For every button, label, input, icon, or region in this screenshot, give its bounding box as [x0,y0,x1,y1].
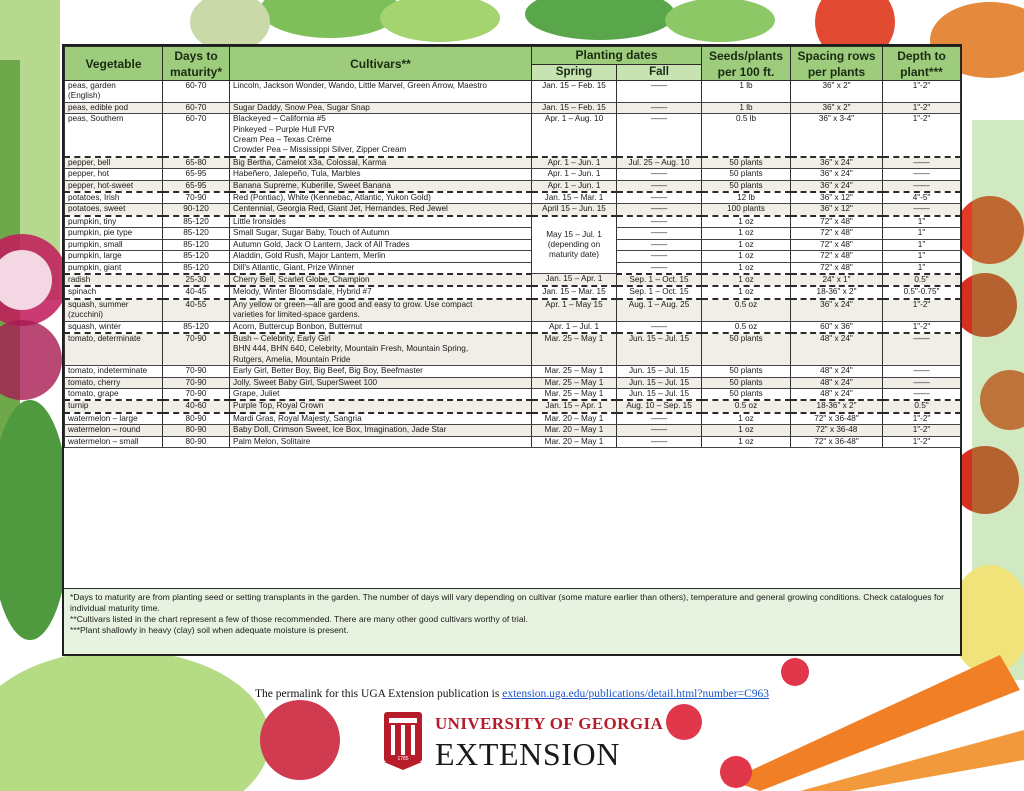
cell-cultivars: Blackeyed – California #5 Pinkeyed – Purple Hull FVR Cream Pea – Texas Crème Crowder Pea – Mississippi Silver, Zipper Cream [230,114,532,157]
cell-depth: —— [883,169,961,180]
cell-vegetable: tomato, cherry [65,377,163,388]
cell-seeds-plants: 0.5 lb [702,114,791,157]
table-row [65,286,961,298]
strawberry-icon [720,756,752,788]
cell-spring: Apr. 1 – Aug. 10 [532,114,617,157]
cell-vegetable: radish [65,274,163,286]
cell-spacing: 24" x 1" [791,274,883,286]
cell-vegetable: tomato, indeterminate [65,366,163,377]
cell-depth: —— [883,377,961,388]
cell-spacing: 36" x 12" [791,192,883,204]
permalink-text: The permalink for this UGA Extension publication is [255,688,500,700]
cell-fall: —— [617,425,702,436]
cell-spacing: 36" x 2" [791,102,883,113]
strawberry-icon [781,658,809,686]
cell-fall: Sep. 1 – Oct. 15 [617,274,702,286]
cell-spacing: 36" x 3-4" [791,114,883,157]
cell-spacing: 36" x 2" [791,81,883,103]
leaf-icon [260,0,400,38]
header-depth: Depth to plant*** [883,47,961,81]
radish-icon [260,700,340,780]
cell-seeds-plants: 100 plants [702,204,791,216]
cell-days-to-maturity: 40-45 [163,286,230,298]
cell-spacing: 72" x 48" [791,228,883,239]
cell-vegetable: peas, Southern [65,114,163,157]
leaf-icon [380,0,500,42]
cell-cultivars: Palm Melon, Solitaire [230,436,532,447]
logo-year: 1785 [397,756,409,762]
cell-fall: Jun. 15 – Jul. 15 [617,388,702,400]
pea-pod-icon [0,400,70,640]
cell-depth: —— [883,204,961,216]
cell-cultivars: Aladdin, Gold Rush, Major Lantern, Merlin [230,251,532,262]
strawberry-icon [666,704,702,740]
cell-days-to-maturity: 85-120 [163,228,230,239]
table-row [65,413,961,425]
cell-fall: —— [617,180,702,192]
cell-days-to-maturity: 85-120 [163,262,230,274]
header-spacing: Spacing rows per plants [791,47,883,81]
planting-chart [62,44,962,656]
cell-fall: Aug. 1 – Aug. 25 [617,299,702,321]
cell-spring: Jan. 15 – Feb. 15 [532,81,617,103]
cell-depth: 4"-5" [883,192,961,204]
footnote-cultivars: **Cultivars listed in the chart represent a few of those recommended. There are many other good cultivars worthy of trial. [70,614,528,624]
cell-depth: 1"-2" [883,413,961,425]
cell-spring: Jan. 15 – Apr. 1 [532,400,617,412]
header-fall: Fall [617,64,702,81]
cell-spacing: 48" x 24" [791,333,883,366]
cell-spacing: 72" x 48" [791,216,883,228]
cell-cultivars: Cherry Bell, Scarlet Globe, Champion [230,274,532,286]
table-row [65,102,961,113]
cell-spring: Jan. 15 – Apr. 1 [532,274,617,286]
table-row [65,366,961,377]
cell-fall: Jun. 15 – Jul. 15 [617,366,702,377]
cell-days-to-maturity: 70-90 [163,377,230,388]
cell-vegetable: pepper, hot [65,169,163,180]
cell-cultivars: Bush – Celebrity, Early Girl BHN 444, BHN 640, Celebrity, Mountain Fresh, Mountain Spring, Rutgers, Amelia, Mountain Pride [230,333,532,366]
cell-spring: Jan. 15 – Feb. 15 [532,102,617,113]
cell-spacing: 72" x 36-48" [791,413,883,425]
cell-days-to-maturity: 85-120 [163,251,230,262]
cell-vegetable: pumpkin, small [65,239,163,250]
cell-seeds-plants: 0.5 oz [702,400,791,412]
cell-depth: 1"-2" [883,114,961,157]
cell-vegetable: squash, summer (zucchini) [65,299,163,321]
cell-fall: —— [617,169,702,180]
cell-spacing: 36" x 24" [791,180,883,192]
cell-fall: —— [617,251,702,262]
cell-spacing: 72" x 48" [791,262,883,274]
table-row [65,228,961,239]
cell-vegetable: pumpkin, pie type [65,228,163,239]
cell-cultivars: Grape, Juliet [230,388,532,400]
cell-seeds-plants: 1 oz [702,425,791,436]
cell-days-to-maturity: 65-80 [163,157,230,169]
cell-days-to-maturity: 25-30 [163,274,230,286]
cell-spring: Mar. 20 – May 1 [532,436,617,447]
cell-spacing: 36" x 24" [791,299,883,321]
cell-vegetable: potatoes, Irish [65,192,163,204]
cell-fall: Jun. 15 – Jul. 15 [617,377,702,388]
cell-cultivars: Early Girl, Better Boy, Big Beef, Big Boy, Beefmaster [230,366,532,377]
cell-seeds-plants: 1 oz [702,216,791,228]
logo-university-name: UNIVERSITY OF GEORGIA [435,714,664,733]
herb-icon [665,0,775,42]
cell-days-to-maturity: 60-70 [163,81,230,103]
cell-cultivars: Jolly, Sweet Baby Girl, SuperSweet 100 [230,377,532,388]
table-row [65,299,961,321]
cell-vegetable: pepper, hot-sweet [65,180,163,192]
cell-days-to-maturity: 85-120 [163,321,230,333]
cell-days-to-maturity: 85-120 [163,239,230,250]
header-spring: Spring [532,64,617,81]
uga-extension-logo [384,712,664,778]
cell-spring-pumpkin: May 15 – Jul. 1 (depending on maturity date) [532,216,617,274]
cell-days-to-maturity: 70-90 [163,388,230,400]
cell-fall: —— [617,192,702,204]
cell-vegetable: pumpkin, large [65,251,163,262]
cell-spring: Mar. 25 – May 1 [532,377,617,388]
cell-seeds-plants: 50 plants [702,388,791,400]
cell-spacing: 36" x 24" [791,169,883,180]
table-row [65,216,961,228]
cell-depth: 1" [883,262,961,274]
cell-spacing: 72" x 36-48" [791,436,883,447]
table-row [65,204,961,216]
cell-spacing: 48" x 24" [791,388,883,400]
cell-spring: Apr. 1 – Jun. 1 [532,157,617,169]
cell-vegetable: pumpkin, giant [65,262,163,274]
cell-spacing: 48" x 24" [791,366,883,377]
cell-fall: Jun. 15 – Jul. 15 [617,333,702,366]
cell-days-to-maturity: 60-70 [163,114,230,157]
cell-spacing: 72" x 48" [791,239,883,250]
table-row [65,274,961,286]
cell-spacing: 72" x 48" [791,251,883,262]
cell-spacing: 18-36" x 2" [791,286,883,298]
cell-seeds-plants: 0.5 oz [702,321,791,333]
cell-vegetable: pumpkin, tiny [65,216,163,228]
cell-depth: 1" [883,239,961,250]
cell-depth: —— [883,333,961,366]
cell-depth: 1"-2" [883,425,961,436]
cell-days-to-maturity: 40-55 [163,299,230,321]
vegetable-table [64,46,961,448]
cell-spring: Apr. 1 – Jul. 1 [532,321,617,333]
cell-days-to-maturity: 85-120 [163,216,230,228]
cell-seeds-plants: 1 oz [702,239,791,250]
table-row [65,180,961,192]
footnotes [64,588,960,654]
cell-cultivars: Acorn, Buttercup Bonbon, Butternut [230,321,532,333]
cell-spring: April 15 – Jun. 15 [532,204,617,216]
cell-vegetable: tomato, grape [65,388,163,400]
cell-cultivars: Lincoln, Jackson Wonder, Wando, Little Marvel, Green Arrow, Maestro [230,81,532,103]
footnote-days-to-maturity: *Days to maturity are from planting seed or setting transplants in the garden. The number of days will vary depending on cultivar (some mature earlier than others), temperature and general growing conditions. Check catalogues for individual maturity time. [70,592,944,613]
cell-seeds-plants: 1 oz [702,286,791,298]
cell-spacing: 18-36" x 2" [791,400,883,412]
cell-days-to-maturity: 80-90 [163,425,230,436]
cell-cultivars: Mardi Gras, Royal Majesty, Sangria [230,413,532,425]
logo-extension-word: EXTENSION [435,736,620,772]
cell-vegetable: tomato, determinate [65,333,163,366]
cell-vegetable: watermelon – round [65,425,163,436]
cell-depth: 0.5" [883,274,961,286]
cell-spacing: 36" x 12" [791,204,883,216]
cell-depth: 1"-2" [883,321,961,333]
table-row [65,425,961,436]
cell-cultivars: Banana Supreme, Kuberille, Sweet Banana [230,180,532,192]
cell-vegetable: pepper, bell [65,157,163,169]
table-row [65,333,961,366]
cell-cultivars: Purple Top, Royal Crown [230,400,532,412]
cell-seeds-plants: 1 lb [702,81,791,103]
table-row [65,377,961,388]
cell-cultivars: Habeñero, Jalepeño, Tula, Marbles [230,169,532,180]
header-vegetable: Vegetable [65,47,163,81]
cell-seeds-plants: 1 oz [702,262,791,274]
cell-vegetable: watermelon – small [65,436,163,447]
cell-days-to-maturity: 70-90 [163,366,230,377]
cell-depth: —— [883,366,961,377]
cell-fall: Sep. 1 – Oct. 15 [617,286,702,298]
cell-spring: Apr. 1 – Jun. 1 [532,169,617,180]
cell-seeds-plants: 1 oz [702,274,791,286]
cell-fall: Aug. 10 – Sep. 15 [617,400,702,412]
cell-depth: 1"-2" [883,436,961,447]
cell-spring: Mar. 20 – May 1 [532,425,617,436]
cell-spring: Mar. 20 – May 1 [532,413,617,425]
cell-fall: —— [617,114,702,157]
table-body [65,81,961,448]
table-row [65,388,961,400]
cell-days-to-maturity: 80-90 [163,436,230,447]
cell-vegetable: peas, garden (English) [65,81,163,103]
table-row [65,239,961,250]
cell-seeds-plants: 50 plants [702,157,791,169]
table-row [65,157,961,169]
cell-seeds-plants: 50 plants [702,377,791,388]
cell-fall: —— [617,239,702,250]
table-row [65,251,961,262]
cell-depth: 1" [883,228,961,239]
cell-cultivars: Autumn Gold, Jack O Lantern, Jack of All Trades [230,239,532,250]
cell-spring: Apr. 1 – Jun. 1 [532,180,617,192]
cell-depth: —— [883,157,961,169]
cell-depth: —— [883,180,961,192]
cell-fall: —— [617,436,702,447]
cell-fall: —— [617,102,702,113]
cell-seeds-plants: 50 plants [702,333,791,366]
cell-depth: 1"-2" [883,81,961,103]
cell-days-to-maturity: 40-60 [163,400,230,412]
cell-spring: Jan. 15 – Mar. 15 [532,286,617,298]
uga-arch-icon [384,712,422,770]
cell-cultivars: Red (Pontiac), White (Kennebac, Atlantic, Yukon Gold) [230,192,532,204]
cell-spring: Mar. 25 – May 1 [532,333,617,366]
cell-seeds-plants: 12 lb [702,192,791,204]
cell-seeds-plants: 1 oz [702,251,791,262]
cell-seeds-plants: 50 plants [702,180,791,192]
cell-seeds-plants: 1 oz [702,228,791,239]
permalink-line [0,688,1024,700]
cell-cultivars: Centennial, Georgia Red, Giant Jet, Hernandes, Red Jewel [230,204,532,216]
cell-seeds-plants: 50 plants [702,169,791,180]
header-seeds-plants: Seeds/plants per 100 ft. [702,47,791,81]
cell-spacing: 60" x 36" [791,321,883,333]
cell-days-to-maturity: 70-90 [163,192,230,204]
lettuce-icon [0,650,270,791]
cell-vegetable: potatoes, sweet [65,204,163,216]
table-row [65,321,961,333]
cell-cultivars: Melody, Winter Bloomsdale, Hybrid #7 [230,286,532,298]
header-days-to-maturity: Days to maturity* [163,47,230,81]
cell-fall: —— [617,216,702,228]
cell-depth: 1" [883,251,961,262]
cell-vegetable: turnip [65,400,163,412]
cell-spring: Jan. 15 – Mar. 1 [532,192,617,204]
cell-vegetable: squash, winter [65,321,163,333]
cell-spacing: 72" x 36-48 [791,425,883,436]
cell-fall: —— [617,413,702,425]
cell-vegetable: peas, edible pod [65,102,163,113]
table-row [65,81,961,103]
cell-seeds-plants: 1 oz [702,413,791,425]
cell-spring: Apr. 1 – May 15 [532,299,617,321]
cell-cultivars: Little Ironsides [230,216,532,228]
cell-cultivars: Small Sugar, Sugar Baby, Touch of Autumn [230,228,532,239]
cell-depth: 1"-2" [883,299,961,321]
cell-spacing: 36" x 24" [791,157,883,169]
cell-vegetable: watermelon – large [65,413,163,425]
cell-spring: Mar. 25 – May 1 [532,388,617,400]
cell-depth: 0.5" [883,400,961,412]
table-row [65,169,961,180]
header-planting-dates: Planting dates [532,47,702,65]
cell-spacing: 48" x 24" [791,377,883,388]
table-row [65,436,961,447]
cell-depth: —— [883,388,961,400]
cell-days-to-maturity: 65-95 [163,169,230,180]
table-row [65,192,961,204]
header-cultivars: Cultivars** [230,47,532,81]
footnote-depth: ***Plant shallowly in heavy (clay) soil when adequate moisture is present. [70,625,349,635]
cell-seeds-plants: 0.5 oz [702,299,791,321]
cell-depth: 1"-2" [883,102,961,113]
cell-fall: Jul. 25 – Aug. 10 [617,157,702,169]
cell-seeds-plants: 1 oz [702,436,791,447]
cell-seeds-plants: 1 lb [702,102,791,113]
cell-cultivars: Any yellow or green—all are good and easy to grow. Use compact varieties for limited-space gardens. [230,299,532,321]
cell-depth: 1" [883,216,961,228]
leaf-icon [525,0,675,40]
cell-spring: Mar. 25 – May 1 [532,366,617,377]
cell-vegetable: spinach [65,286,163,298]
cell-days-to-maturity: 70-90 [163,333,230,366]
cell-cultivars: Dill's Atlantic, Giant, Prize Winner [230,262,532,274]
permalink-link[interactable]: extension.uga.edu/publications/detail.html?number=C963 [502,688,769,700]
table-row [65,400,961,412]
cell-fall: —— [617,204,702,216]
cell-depth: 0.5"-0.75" [883,286,961,298]
table-row [65,262,961,274]
cell-days-to-maturity: 80-90 [163,413,230,425]
cell-cultivars: Baby Doll, Crimson Sweet, Ice Box, Imagination, Jade Star [230,425,532,436]
cell-fall: —— [617,81,702,103]
cell-days-to-maturity: 60-70 [163,102,230,113]
cell-days-to-maturity: 65-95 [163,180,230,192]
cell-days-to-maturity: 90-120 [163,204,230,216]
cell-fall: —— [617,262,702,274]
cell-cultivars: Sugar Daddy, Snow Pea, Sugar Snap [230,102,532,113]
table-row [65,114,961,157]
cell-fall: —— [617,321,702,333]
cell-seeds-plants: 50 plants [702,366,791,377]
cell-cultivars: Big Bertha, Camelot x3a, Colossal, Karma [230,157,532,169]
cell-fall: —— [617,228,702,239]
onion-icon [0,320,62,400]
